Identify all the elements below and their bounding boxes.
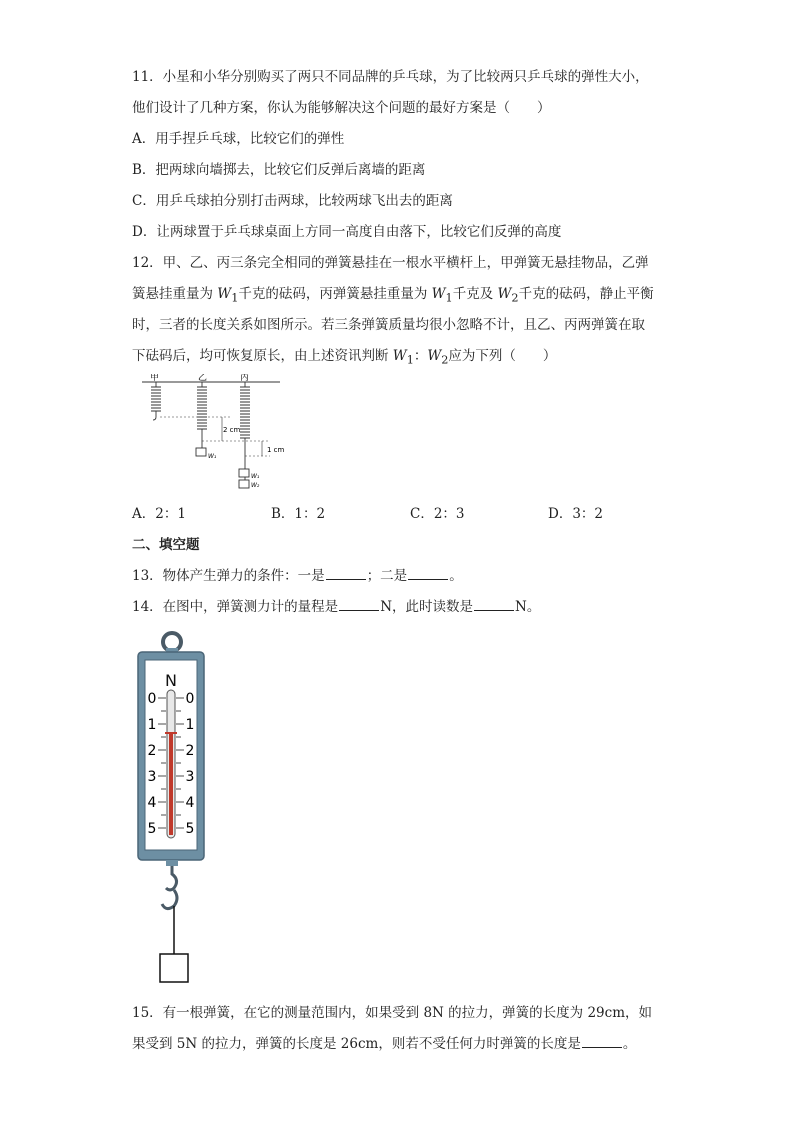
q11-line1: 11．小星和小华分别购买了两只不同品牌的乒乓球，为了比较两只乒乓球的弹性大小， — [132, 69, 649, 85]
q12-option-c: C．2：3 — [410, 506, 465, 522]
label-yi: 乙 — [198, 374, 208, 383]
q12-line4: 下砝码后，均可恢复原长，由上述资讯判断 $W_1$：$W_2$应为下列（ ） — [132, 348, 557, 367]
q12-option-a: A．2：1 — [132, 506, 186, 522]
q11-line2: 他们设计了几种方案，你认为能够解决这个问题的最好方案是（ ） — [132, 100, 551, 116]
q14-blank-range[interactable] — [339, 597, 379, 611]
q14-line: 14．在图中，弹簧测力计的量程是 N，此时读数是 N。 — [132, 599, 541, 615]
tick-right-3: 3 — [185, 769, 195, 785]
q13-line: 13．物体产生弹力的条件：一是 ；二是 。 — [132, 568, 463, 584]
tick-right-2: 2 — [185, 743, 195, 759]
three-springs-figure — [140, 374, 310, 496]
mass-w1-yi — [196, 448, 206, 456]
spring-scale-figure — [132, 628, 212, 988]
upper-hook — [166, 866, 177, 890]
tick-left-2: 2 — [147, 743, 157, 759]
q12-line1: 12．甲、乙、丙三条完全相同的弹簧悬挂在一根水平横杆上，甲弹簧无悬挂物品，乙弹 — [132, 255, 649, 271]
q12-line3: 时，三者的长度关系如图所示。若三条弹簧质量均很小忽略不计，且乙、丙两弹簧在取 — [132, 317, 645, 333]
q15-blank[interactable] — [582, 1034, 622, 1048]
q14-blank-reading[interactable] — [474, 597, 514, 611]
q12-option-b: B．1：2 — [271, 506, 326, 522]
tick-right-1: 1 — [185, 717, 195, 733]
scale-unit: N — [165, 671, 177, 690]
spring-jia — [151, 382, 161, 420]
q12-line2: 簧悬挂重量为 $W_1$千克的砝码，丙弹簧悬挂重量为 $W_1$千克及 $W_2$千克的砝码，静止平衡 — [132, 286, 654, 305]
lower-hook — [162, 890, 177, 909]
tick-left-1: 1 — [147, 717, 157, 733]
spring-bing — [239, 382, 250, 488]
q12-option-d: D．3：2 — [548, 506, 604, 522]
q15-line1: 15．有一根弹簧，在它的测量范围内，如果受到 8N 的拉力，弹簧的长度为 29cm，如 — [132, 1005, 652, 1021]
mass-w1-bing — [239, 469, 249, 477]
label-jia: 甲 — [150, 374, 160, 383]
label-mass-w1-bing: W₁ — [251, 473, 260, 480]
label-mass-w2: W₂ — [251, 482, 260, 489]
tick-left-0: 0 — [147, 691, 157, 707]
bottom-mount — [166, 860, 178, 866]
mass-w2-bing — [239, 480, 249, 488]
q11-option-b: B．把两球向墙掷去，比较它们反弹后离墙的距离 — [132, 162, 426, 178]
tick-left-4: 4 — [147, 795, 157, 811]
tick-left-3: 3 — [147, 769, 157, 785]
q11-option-d: D．让两球置于乒乓球桌面上方同一高度自由落下，比较它们反弹的高度 — [132, 224, 562, 240]
tick-right-0: 0 — [185, 691, 195, 707]
label-mass-w1: W₁ — [208, 453, 217, 460]
tick-right-5: 5 — [185, 821, 195, 837]
tick-left-5: 5 — [147, 821, 157, 837]
spring-yi — [196, 382, 207, 456]
scale-indicator — [169, 733, 173, 835]
label-bing: 丙 — [240, 374, 250, 383]
q15-line2: 果受到 5N 的拉力，弹簧的长度是 26cm，则若不受任何力时弹簧的长度是 。 — [132, 1036, 637, 1052]
q11-option-a: A．用手捏乒乓球，比较它们的弹性 — [132, 131, 345, 147]
q13-blank-2[interactable] — [408, 566, 448, 580]
hanging-weight — [160, 954, 188, 982]
q11-option-c: C．用乒乓球拍分别打击两球，比较两球飞出去的距离 — [132, 193, 453, 209]
q13-blank-1[interactable] — [326, 566, 366, 580]
tick-right-4: 4 — [185, 795, 195, 811]
dim-label-1cm: 1 cm — [267, 446, 285, 454]
section-heading-fill-blank: 二、填空题 — [132, 537, 200, 553]
dim-label-2cm: 2 cm — [223, 426, 241, 434]
